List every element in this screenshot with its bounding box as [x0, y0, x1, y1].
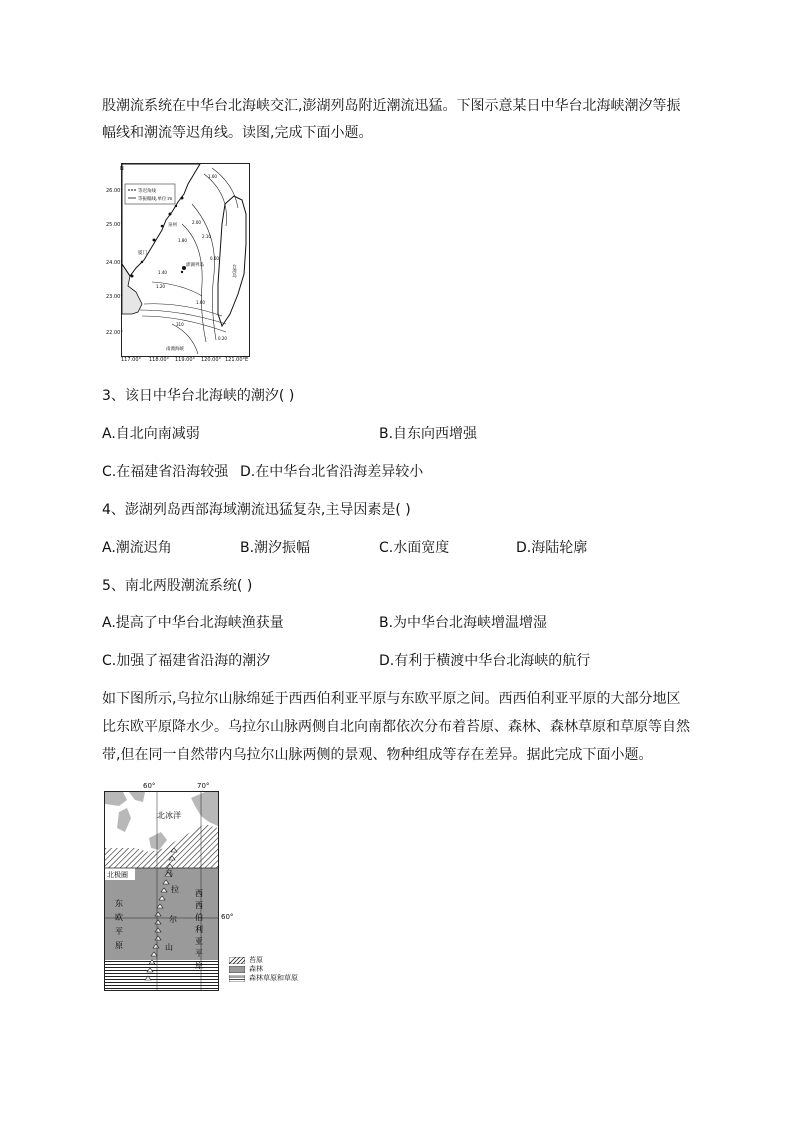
legend-isochrone: 等迟角线 [138, 189, 156, 194]
legend-steppe [229, 974, 298, 983]
west-plain-char: 原 [195, 961, 203, 970]
q4-option-b: B.潮汐振幅 [240, 540, 311, 556]
ural-map [104, 791, 219, 991]
q5-option-b: B.为中华台北海峡增温增湿 [379, 615, 548, 631]
ural-char: 拉 [171, 885, 179, 894]
intro2-line2: 比东欧平原降水少。乌拉尔山脉两侧自北向南都依次分布着苔原、森林、森林草原和草原等自然 [102, 719, 690, 735]
land-patch [149, 832, 167, 850]
contour-label: 0.20 [218, 336, 227, 341]
q4-option-a: A.潮流迟角 [102, 540, 172, 556]
land-patch [117, 808, 131, 832]
contour-label: 1.60 [196, 300, 205, 305]
steppe-swatch [229, 975, 245, 982]
contour-label: 0.60 [210, 256, 219, 261]
contour-label: 2.10 [202, 234, 211, 239]
place-xiamen: 厦门 [138, 251, 147, 256]
place-nanao: 南澳海峡 [166, 347, 184, 352]
tundra-swatch [229, 957, 245, 964]
fujian-coastline [122, 164, 200, 276]
contour-label: 310 [176, 322, 184, 327]
contour-label: 1.20 [156, 284, 165, 289]
intro2-line3: 带,但在同一自然带内乌拉尔山脉两侧的景观、物种组成等存在差异。据此完成下面小题。 [102, 747, 653, 763]
land-patch [105, 792, 127, 806]
contour-label: 2.00 [192, 220, 201, 225]
strait-map-svg [122, 164, 249, 356]
east-plain-char: 平 [115, 927, 123, 936]
q5-option-a: A.提高了中华台北海峡渔获量 [102, 615, 284, 631]
map2-legend [229, 956, 298, 983]
contour-label: 1.40 [158, 270, 167, 275]
forest-swatch [229, 966, 245, 973]
place-taiwan: 台湾岛 [231, 264, 237, 278]
west-plain-char: 西 [195, 889, 203, 898]
q3-option-a: A.自北向南减弱 [102, 426, 200, 442]
q4-stem: 4、澎湖列岛西部海域潮流迅猛复杂,主导因素是( ) [102, 502, 411, 518]
legend-forest [229, 965, 298, 974]
lat-label: 23.00° [106, 294, 123, 300]
intro1-line2: 幅线和潮流等迟角线。读图,完成下面小题。 [102, 125, 373, 141]
north-label: N [120, 166, 124, 172]
q3-option-d: D.在中华台北省沿海差异较小 [240, 464, 424, 480]
east-plain-char: 东 [115, 899, 123, 908]
contour-label: 1.60 [208, 174, 217, 179]
east-plain-char: 原 [115, 941, 123, 950]
west-plain-char: 利 [195, 925, 203, 934]
west-plain-char: 亚 [195, 937, 203, 946]
contour-label: 1.80 [178, 238, 187, 243]
map2-lat-60: 60° [221, 913, 234, 921]
fujian-coast-lower [122, 264, 142, 314]
arctic-circle-label: 北极圈 [107, 871, 128, 879]
ural-map-svg [105, 792, 218, 990]
legend-amplitude: 等振幅线,单位:m [138, 197, 173, 202]
place-penghu: 澎湖列岛 [186, 263, 204, 268]
q3-stem: 3、该日中华台北海峡的潮汐( ) [102, 388, 295, 404]
east-plain-char: 欧 [115, 913, 123, 922]
ural-char: 尔 [169, 915, 177, 924]
intro2-line1: 如下图所示,乌拉尔山脉绵延于西西伯利亚平原与东欧平原之间。西西伯利亚平原的大部分地区 [102, 691, 681, 707]
q3-option-c: C.在福建省沿海较强 [102, 464, 229, 480]
legend-tundra-label: 苔原 [249, 956, 263, 964]
lat-label: 25.00° [106, 222, 123, 228]
q4-option-c: C.水面宽度 [379, 540, 450, 556]
map2-lon-60: 60° [143, 782, 156, 790]
lat-label: 26.00° [106, 188, 123, 194]
map2-lon-70: 70° [197, 782, 210, 790]
west-plain-char: 西 [195, 901, 203, 910]
legend-forest-label: 森林 [249, 965, 263, 973]
legend-steppe-label: 森林草原和草原 [249, 974, 298, 982]
legend-tundra [229, 956, 298, 965]
ural-char: 山 [165, 943, 173, 952]
strait-map [121, 163, 250, 357]
ocean-label: 北冰洋 [157, 811, 181, 820]
intro1-line1: 股潮流系统在中华台北海峡交汇,澎湖列岛附近潮流迅猛。下图示意某日中华台北海峡潮汐等振 [102, 98, 681, 114]
q3-option-b: B.自东向西增强 [379, 426, 478, 442]
ural-char: 乌 [165, 869, 173, 878]
place-quanzhou: 泉州 [168, 223, 177, 228]
q5-stem: 5、南北两股潮流系统( ) [102, 578, 253, 594]
lon-label: 119.00° [175, 357, 195, 363]
land-patch [191, 792, 218, 826]
q5-option-c: C.加强了福建省沿海的潮汐 [102, 653, 271, 669]
lon-label: 121.00°E [225, 357, 249, 363]
lon-label: 120.00° [201, 357, 221, 363]
lon-label: 117.00° [121, 357, 141, 363]
q4-option-d: D.海陆轮廓 [516, 540, 588, 556]
q5-option-d: D.有利于横渡中华台北海峡的航行 [379, 653, 591, 669]
west-plain-char: 伯 [195, 913, 203, 922]
land-patch [129, 792, 145, 802]
lat-label: 24.00° [106, 260, 123, 266]
lon-label: 118.00° [149, 357, 169, 363]
taiwan-island [218, 196, 246, 326]
lat-label: 22.00° [106, 330, 123, 336]
west-plain-char: 平 [195, 949, 203, 958]
